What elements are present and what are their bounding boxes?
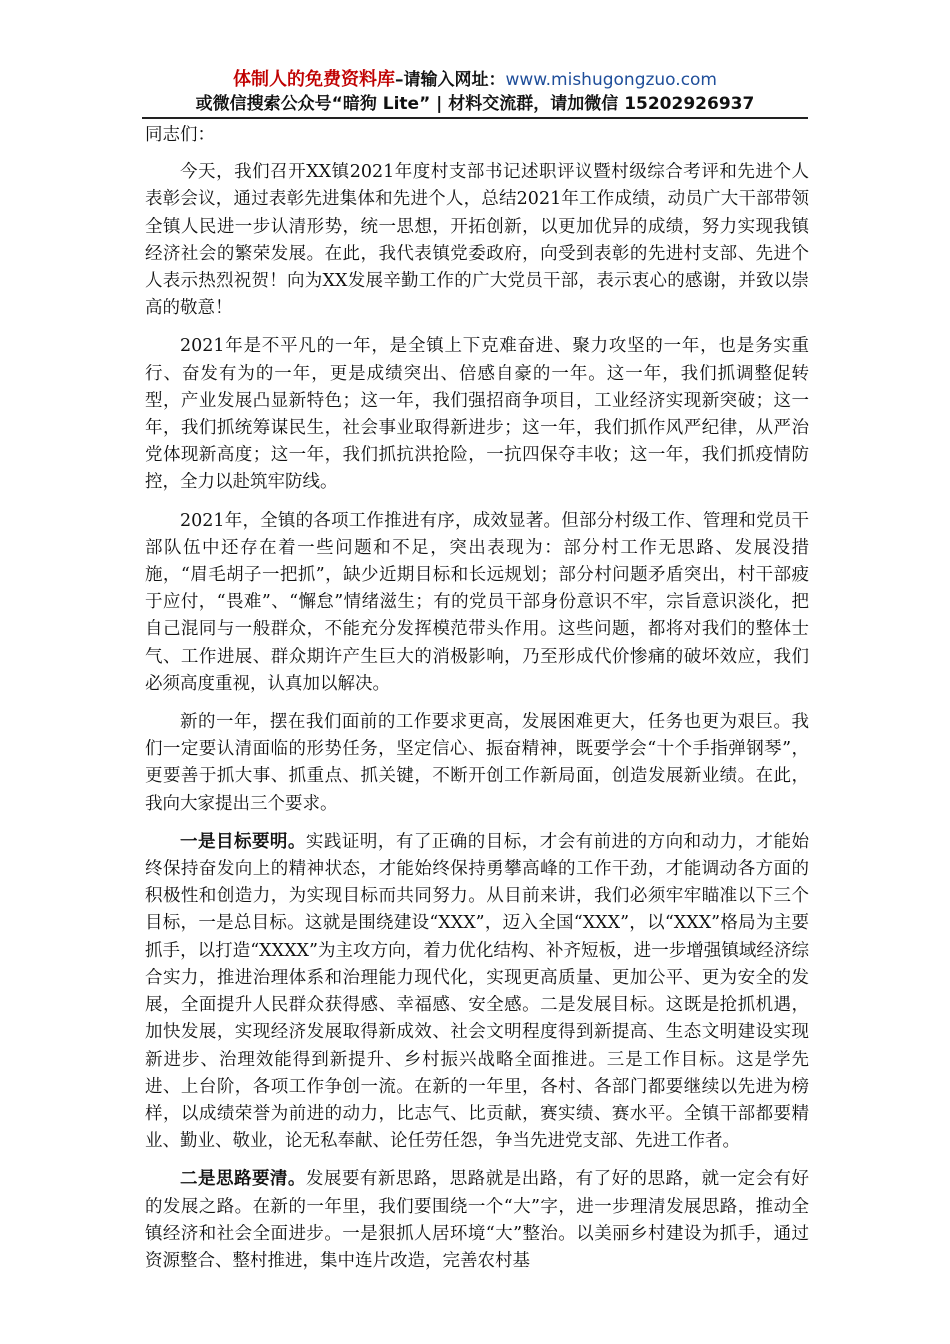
paragraph-text: 今天，我们召开XX镇2021年度村支部书记述职评议暨村级综合考评和先进个人表彰会议，通过表彰先进集体和先进个人，总结2021年工作成绩，动员广大干部带领全镇人民进一步认清形势，统一思想，开拓创新，以更加优异的成绩，努力实现我镇经济社会的繁荣发展。在此，我代表镇党委政府，向受到表彰的先进村支部、先进个人表示热烈祝贺！向为XX发展辛勤工作的广大党员干部，表示衷心的感谢，并致以崇高的敬意！ <box>145 162 809 319</box>
document-body <box>145 122 809 1286</box>
paragraph-text: 新的一年，摆在我们面前的工作要求更高，发展困难更大，任务也更为艰巨。我们一定要认清面临的形势任务，坚定信心、振奋精神，既要学会“十个手指弹钢琴”，更要善于抓大事、抓重点、抓关键，不断开创工作新局面，创造发展新业绩。在此，我向大家提出三个要求。 <box>145 712 809 814</box>
paragraph-1 <box>145 159 809 322</box>
paragraph-3 <box>145 508 809 698</box>
paragraph-text: 2021年是不平凡的一年，是全镇上下克难奋进、聚力攻坚的一年，也是务实重行、奋发有为的一年，更是成绩突出、倍感自豪的一年。这一年，我们抓调整促转型，产业发展凸显新特色；这一年，我们强招商争项目，工业经济实现新突破；这一年，我们抓统筹谋民生，社会事业取得新进步；这一年，我们抓作风严纪律，从严治党体现新高度；这一年，我们抓抗洪抢险，一抗四保夺丰收；这一年，我们抓疫情防控，全力以赴筑牢防线。 <box>145 336 809 493</box>
header-url-link[interactable]: www.mishugongzuo.com <box>505 70 717 90</box>
header-line-1 <box>0 68 950 92</box>
paragraph-text: 实践证明，有了正确的目标，才会有前进的方向和动力，才能始终保持奋发向上的精神状态，才能始终保持勇攀高峰的工作干劲，才能调动各方面的积极性和创造力，为实现目标而共同努力。从目前来讲，我们必须牢牢瞄准以下三个目标，一是总目标。这就是围绕建设“XXX”，迈入全国“XXX”，以“XXX”格局为主要抓手，以打造“XXXX”为主攻方向，着力优化结构、补齐短板，进一步增强镇域经济综合实力，推进治理体系和治理能力现代化，实现更高质量、更加公平、更为安全的发展，全面提升人民群众获得感、幸福感、安全感。二是发展目标。这既是抢抓机遇，加快发展，实现经济发展取得新成效、社会文明程度得到新提高、生态文明建设实现新进步、治理效能得到新提升、乡村振兴战略全面推进。三是工作目标。这是学先进、上台阶，各项工作争创一流。在新的一年里，各村、各部门都要继续以先进为榜样，以成绩荣誉为前进的动力，比志气、比贡献，赛实绩、赛水平。全镇干部都要精业、勤业、敬业，论无私奉献、论任劳任怨，争当先进党支部、先进工作者。 <box>145 831 810 1152</box>
paragraph-4 <box>145 709 809 818</box>
page-header <box>0 68 950 116</box>
header-divider <box>142 117 808 119</box>
paragraph-lead: 一是目标要明。 <box>180 831 306 852</box>
paragraph-5 <box>145 829 809 1155</box>
header-brand: 体制人的免费资料库 <box>232 69 395 90</box>
paragraph-text: 2021年，全镇的各项工作推进有序，成效显著。但部分村级工作、管理和党员干部队伍中还存在着一些问题和不足，突出表现为：部分村工作无思路、发展没措施，“眉毛胡子一把抓”，缺少近期目标和长远规划；部分村问题矛盾突出，村干部疲于应付，“畏难”、“懈怠”情绪滋生；有的党员干部身份意识不牢，宗旨意识淡化，把自己混同与一般群众，不能充分发挥模范带头作用。这些问题，都将对我们的整体士气、工作进展、群众期许产生巨大的消极影响，乃至形成代价惨痛的破坏效应，我们必须高度重视，认真加以解决。 <box>145 510 809 694</box>
paragraph-text: 发展要有新思路，思路就是出路，有了好的思路，就一定会有好的发展之路。在新的一年里，我们要围绕一个“大”字，进一步理清发展思路，推动全镇经济和社会全面进步。一是狠抓人居环境“大”整治。以美丽乡村建设为抓手，通过资源整合、整村推进，集中连片改造，完善农村基 <box>145 1169 810 1271</box>
paragraph-2 <box>145 333 809 496</box>
paragraph-6 <box>145 1166 809 1275</box>
header-url-prompt: –请输入网址： <box>394 70 506 90</box>
paragraph-lead: 二是思路要清。 <box>180 1169 306 1190</box>
salutation: 同志们： <box>145 125 215 145</box>
header-line-2: 或微信搜索公众号“暗狗 Lite” | 材料交流群，请加微信 15202926937 <box>195 94 755 114</box>
